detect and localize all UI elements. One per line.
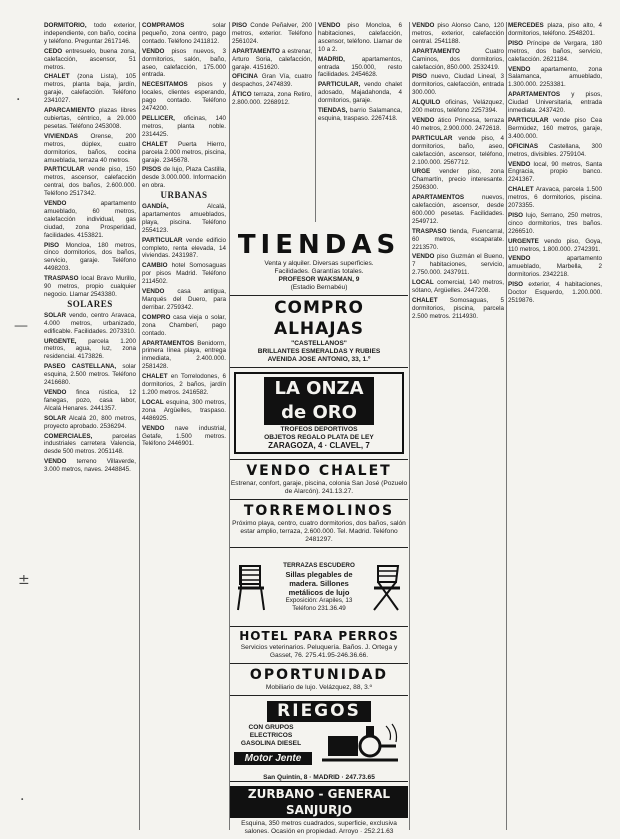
classified-entry — [508, 238, 602, 254]
classified-entry — [412, 117, 504, 133]
entry-heading: VENDO — [412, 22, 435, 29]
entry-heading: PELLICER, — [142, 114, 175, 122]
classified-entry — [44, 107, 136, 131]
entry-heading: LOCAL — [412, 279, 434, 287]
entry-heading: COMPRO — [142, 313, 171, 321]
entry-text: nuevo, Ciudad Lineal, 3 dormitorios, calefacción, entrada 300.000. — [412, 73, 504, 97]
entry-heading: CAMBIO — [142, 262, 168, 270]
ad-zurbano — [230, 782, 408, 839]
entry-text: de lujo, Plaza Castilla, desde 3.000.000. Información en obra. — [142, 166, 226, 190]
entry-text: exterior, 4 habitaciones, Doctor Esquerdo, 1.200.000. 2519876. — [508, 281, 602, 304]
classified-column-3 — [232, 22, 312, 222]
classified-entry — [44, 338, 136, 362]
section-heading: URBANAS — [160, 190, 208, 201]
ad-title: TORREMOLINOS — [243, 503, 395, 519]
classified-column-6 — [508, 22, 602, 830]
entry-text: terreno Villaverde, 3.000 metros, naves. 2448845. — [44, 458, 136, 474]
classified-entry — [44, 48, 136, 72]
classified-column-2 — [142, 22, 226, 830]
entry-heading: OFICINAS — [508, 142, 539, 150]
classified-entry — [232, 73, 312, 89]
classified-entry — [44, 363, 136, 387]
entry-heading: TRASPASO — [44, 275, 79, 283]
entry-text: Aravaca, parcela 1.500 metros, 6 dormitorios, piscina. 2073355. — [508, 186, 602, 210]
entry-text: vende piso, 150 metros, ascensor, calefacción central, dos baños, 2.600.000. Teléfono 2517342. — [44, 166, 136, 198]
entry-text: ático Princesa, terraza 40 metros, 2.900.000. 2472618. — [412, 116, 504, 132]
classified-entry — [412, 99, 504, 115]
classified-entry — [44, 242, 136, 274]
entry-heading: CHALET — [142, 373, 168, 381]
entry-heading: PARTICULAR — [412, 134, 453, 142]
classified-list — [44, 22, 136, 299]
entry-text: entresuelo, buena zona, calefacción, ascensor, 51 metros. — [44, 47, 136, 71]
column-rule — [506, 22, 507, 830]
entry-text: todo exterior, independiente, con baño, cocina y teléfono. Preguntar 2617146. — [44, 22, 136, 45]
ad-line: GASOLINA DIESEL — [240, 740, 302, 747]
classified-entry — [508, 143, 602, 159]
entry-heading: APARTAMENTOS — [142, 339, 195, 347]
ad-line: Facilidades. Garantías totales. — [274, 268, 364, 275]
entry-text: Conde Peñalver, 200 metros, exterior. Teléfono 2561024. — [232, 22, 312, 45]
entry-text: solar esquina, 2.500 metros. Teléfono 2416680. — [44, 363, 136, 387]
entry-text: nave industrial, Getafe, 1.500 metros. Teléfono 2446901. — [142, 424, 226, 448]
entry-heading: ÁTICO — [232, 91, 252, 99]
classified-entry — [508, 161, 602, 185]
entry-heading: URGENTE, — [44, 337, 77, 345]
entry-text: vender piso, zona Chamartín, precio interesante. 2596300. — [412, 168, 504, 192]
classified-list — [44, 312, 136, 474]
classified-entry — [508, 66, 602, 90]
entry-heading: APARCAMIENTO — [44, 107, 95, 115]
entry-heading: PARTICULAR — [44, 166, 85, 174]
entry-heading: VENDO — [412, 253, 435, 261]
ad-text: Mobiliario de lujo. Velázquez, 88, 3.º — [265, 684, 373, 691]
entry-text: oficinas, 140 metros, planta noble. 2314425. — [142, 114, 226, 138]
ad-body — [273, 562, 365, 613]
ad-line: OBJETOS REGALO PLATA DE LEY — [264, 434, 374, 441]
entry-heading: LOCAL — [142, 398, 164, 406]
classified-entry — [412, 194, 504, 226]
entry-heading: VENDO — [142, 288, 165, 296]
classified-entry — [412, 279, 504, 295]
entry-heading: ALQUILO — [412, 99, 441, 107]
classified-entry — [508, 255, 602, 279]
entry-text: apartamento amueblado, Marbella, 2 dormitorios. 2342218. — [508, 255, 602, 279]
classified-entry — [412, 135, 504, 167]
ad-terrazas-escudero — [230, 548, 408, 627]
ad-title: VENDO CHALET — [246, 463, 392, 479]
entry-heading: SOLAR — [44, 311, 67, 319]
classified-entry — [318, 22, 402, 54]
entry-text: local, 90 metros, Santa Engracia, propio banco. 2241367. — [508, 160, 602, 184]
classified-entry — [412, 22, 504, 46]
margin-mark: · — [20, 792, 25, 808]
entry-text: parcela 1.200 metros, agua, luz, zona residencial. 4173826. — [44, 337, 136, 361]
ad-title: OPORTUNIDAD — [249, 667, 389, 683]
ad-text: Esquina, 350 metros cuadrados, superficie, exclusiva salones. Ocasión en propiedad. Arroyo · 252.21.63 — [241, 820, 397, 835]
column-rule — [409, 22, 410, 830]
entry-heading: URGE — [412, 168, 431, 176]
entry-text: (zona Lista), 105 metros, planta baja, jardín, garaje, calefacción. Teléfono 2341027. — [44, 73, 136, 105]
entry-heading: PISO — [44, 241, 60, 249]
classified-entry — [508, 281, 602, 305]
entry-text: piso Moncloa, 6 habitaciones, calefacción, ascensor, teléfono. Llamar de 10 a 2. — [318, 22, 402, 53]
entry-heading: PARTICULAR — [508, 116, 549, 124]
classified-entry — [412, 228, 504, 252]
entry-heading: VENDO — [508, 255, 531, 263]
ad-line: AVENIDA JOSE ANTONIO, 33, 1.º — [267, 356, 371, 363]
column-rule — [139, 22, 140, 830]
entry-heading: VENDO — [44, 388, 67, 396]
entry-heading: URGENTE — [508, 237, 539, 245]
entry-text: Príncipe de Vergara, 180 metros, dos baños, servicio, calefacción. 2621184. — [508, 39, 602, 63]
entry-text: Orense, 200 metros, dúplex, cuatro dormitorios, baños, cocina amueblada, terraza 40 metros. — [44, 132, 136, 164]
entry-heading: TRASPASO — [412, 227, 447, 235]
entry-heading: MERCEDES — [508, 22, 544, 29]
margin-mark: — — [14, 318, 28, 334]
classified-entry — [318, 56, 402, 80]
classified-entry — [318, 81, 402, 105]
classified-entry — [142, 399, 226, 423]
entry-text: parcelas industriales carretera Valencia, desde 500 metros. 2051148. — [44, 432, 136, 456]
entry-text: vende piso, 4 dormitorios, baño, aseo, calefacción, ascensor, teléfono, 2.100.000. 2567712. — [412, 134, 504, 166]
entry-text: apartamentos, entrada 150.000, resto facilidades. 2454628. — [318, 55, 402, 79]
classified-entry — [142, 314, 226, 338]
entry-text: apartamento amueblado, 60 metros, calefacción individual, gas ciudad, zona Prosperidad, facilidades. 4153821. — [44, 200, 136, 239]
entry-text: Castellana, 300 metros, divisibles. 2759104. — [508, 142, 602, 158]
ad-line: ELECTRICOS — [249, 732, 293, 739]
ad-address: San Quintín, 8 · MADRID · 247.73.65 — [263, 774, 375, 781]
entry-heading: APARTAMENTO — [232, 47, 280, 55]
entry-text: local Bravo Murillo, 90 metros, propio cualquier negocio. Llamar 2543380. — [44, 275, 136, 298]
entry-heading: MADRID, — [318, 55, 345, 63]
classified-entry — [44, 415, 136, 431]
classified-entry — [412, 48, 504, 72]
classified-entry — [142, 340, 226, 372]
entry-text: vendo, centro Aravaca, 4.000 metros, urbanizado, edificable. Facilidades. 2073310. — [44, 311, 136, 335]
classified-entry — [508, 22, 602, 38]
entry-text: piso Guzmán el Bueno, 7 habitaciones, servicio, 2.750.000. 2437911. — [412, 253, 504, 277]
entry-text: vendo piso, Goya, 110 metros, 1.800.000. 2742391. — [508, 237, 602, 253]
margin-mark: · — [16, 92, 21, 108]
ad-tiendas — [230, 228, 408, 296]
classified-entry — [44, 433, 136, 457]
classified-list — [318, 22, 402, 123]
entry-heading: VENDO — [44, 458, 67, 466]
ad-line: "CASTELLANOS" — [291, 340, 347, 347]
classified-entry — [142, 425, 226, 449]
entry-heading: VENDO — [508, 160, 531, 168]
entry-text: Moncloa, 180 metros, cinco dormitorios, dos baños, servicio, garaje. Teléfono 4498203. — [44, 241, 136, 273]
entry-heading: PISOS — [142, 166, 162, 174]
entry-text: Cuatro Caminos, dos dormitorios, calefacción, 850.000. 2532419. — [412, 47, 504, 71]
classified-entry — [508, 40, 602, 64]
classified-entry — [318, 107, 402, 123]
entry-text: barrio Salamanca, esquina, traspaso. 2267418. — [318, 107, 402, 122]
entry-text: vende edificio completo, renta elevada, 14 viviendas. 2431987. — [142, 236, 226, 260]
entry-heading: PISO — [508, 281, 524, 289]
classified-entry — [142, 48, 226, 80]
entry-heading: COMERCIALES, — [44, 432, 93, 440]
entry-heading: VENDO — [44, 200, 67, 208]
entry-text: solar pequeño, zona centro, pago contado. Teléfono 2411812. — [142, 22, 226, 45]
classified-entry — [412, 297, 504, 321]
ad-title: ZURBANO - GENERAL SANJURJO — [230, 786, 408, 818]
entry-text: tienda, Fuencarral, 60 metros, escaparate. 2213570. — [412, 227, 504, 251]
ad-hotel-perros — [230, 627, 408, 664]
entry-heading: APARTAMENTO — [412, 47, 460, 55]
entry-text: Alcalá 20, 800 metros, proyecto aprobado. 2536294. — [44, 414, 136, 430]
entry-heading: CHALET — [508, 186, 534, 194]
entry-text: Gran Vía, cuatro despachos, 2474839. — [232, 73, 312, 89]
ad-body — [236, 724, 306, 748]
entry-heading: CEDO — [44, 47, 63, 55]
ad-title: RIEGOS — [267, 701, 371, 722]
entry-text: vende piso Cea Bermúdez, 160 metros, garaje, 3.400.000. — [508, 116, 602, 140]
classified-entry — [412, 168, 504, 192]
entry-text: esquina, 300 metros, zona Argüelles, traspaso. 4486925. — [142, 398, 226, 422]
classified-entry — [142, 203, 226, 235]
entry-text: comercial, 140 metros, sótano, Argüelles. 2447208. — [412, 279, 504, 295]
ad-title: HOTEL PARA PERROS — [239, 629, 399, 643]
classified-entry — [44, 275, 136, 299]
ad-line: (Estadio Bernabéu) — [290, 284, 348, 291]
entry-text: Benidorm, primera línea playa, entrega inmediata, 2.400.000. 2581428. — [142, 339, 226, 371]
ad-line: CON GRUPOS — [248, 724, 294, 731]
entry-heading: APARTAMENTOS — [412, 194, 465, 202]
classified-entry — [142, 141, 226, 165]
classified-entry — [142, 166, 226, 190]
classified-entry — [232, 22, 312, 46]
ad-line: ZARAGOZA, 4 · CLAVEL, 7 — [268, 441, 370, 450]
entry-heading: PISO — [412, 73, 428, 81]
ad-text: Próximo playa, centro, cuatro dormitorios, dos baños, salón estar amplio, terraza, 2.600.000. Tel. Madrid. Teléfono 2481297. — [232, 520, 406, 543]
ad-text: Servicios veterinarios. Peluquería. Baños. J. Ortega y Gasset, 76. 275.41.95-246.36.66. — [240, 644, 398, 659]
classified-entry — [232, 91, 312, 107]
classified-entry — [142, 262, 226, 286]
entry-heading: VENDO — [412, 116, 435, 124]
entry-heading: TIENDAS, — [318, 107, 348, 115]
ad-title: COMPRO ALHAJAS — [273, 298, 365, 339]
entry-text: plaza, piso alto, 4 dormitorios, teléfono. 2548201. — [508, 22, 602, 37]
classified-entry — [508, 212, 602, 236]
folding-chair-illustration — [370, 562, 404, 612]
classified-entry — [508, 91, 602, 115]
ad-oportunidad — [230, 664, 408, 696]
entry-heading: CHALET — [412, 297, 438, 304]
ad-vendo-chalet — [230, 460, 408, 500]
classified-entry — [142, 373, 226, 397]
ad-text: Estrenar, confort, garaje, piscina, colonia San José (Pozuelo de Alarcón). 241.13.27. — [230, 480, 408, 495]
display-ads-block — [230, 228, 408, 839]
classified-entry — [44, 312, 136, 336]
classified-entry — [508, 186, 602, 210]
water-pump-illustration — [320, 722, 400, 766]
entry-heading: COMPRAMOS — [142, 22, 185, 29]
entry-heading: PISO — [232, 22, 248, 29]
ad-line: Exposición: Arapiles, 13 — [285, 596, 353, 604]
classified-list — [142, 22, 226, 190]
chair-illustration — [234, 562, 268, 612]
entry-text: en Torrelodones, 6 dormitorios, 2 baños, jardín 1.200 metros. 2416582. — [142, 373, 226, 396]
entry-heading: CHALET — [44, 73, 70, 81]
entry-heading: APARTAMENTOS — [508, 91, 561, 99]
classified-entry — [142, 115, 226, 139]
entry-text: lujo, Serrano, 250 metros, cinco dormitorios, tres baños. 2266510. — [508, 211, 602, 235]
entry-heading: PISO — [508, 211, 524, 219]
ad-onza-de-oro — [230, 368, 408, 460]
ad-line: PROFESOR WAKSMAN, 9 — [278, 276, 360, 283]
brand-logo: Motor Jente — [234, 752, 312, 765]
classified-list — [412, 22, 504, 321]
entry-heading: SOLAR — [44, 414, 67, 422]
entry-heading: VENDO — [142, 47, 165, 55]
entry-heading: CHALET — [142, 140, 168, 148]
classified-entry — [44, 166, 136, 198]
ad-title: TERRAZAS ESCUDERO — [283, 561, 355, 569]
entry-text: oficinas, Velázquez, 200 metros, teléfono 2257394. — [412, 99, 504, 115]
ad-title: LA ONZA de ORO — [264, 377, 374, 425]
entry-heading: PISO — [508, 39, 524, 47]
ad-line: TROFEOS DEPORTIVOS — [280, 426, 358, 433]
classified-entry — [44, 22, 136, 46]
entry-heading: NECESITAMOS — [142, 81, 188, 89]
ad-line: BRILLANTES ESMERALDAS Y RUBIES — [257, 348, 381, 355]
ad-title: TIENDAS — [237, 230, 401, 260]
entry-text: y pisos, Ciudad Universitaria, entrada inmediata. 2437420. — [508, 91, 602, 115]
ad-riegos — [230, 696, 408, 782]
classified-entry — [44, 133, 136, 165]
entry-heading: VENDO — [508, 65, 531, 73]
entry-text: pisos y locales, clientes esperando, pago contado. Teléfono 2474200. — [142, 81, 226, 113]
entry-text: piso Alonso Cano, 120 metros, exterior, calefacción central. 2541188. — [412, 22, 504, 45]
classified-column-5 — [412, 22, 504, 830]
entry-text: plazas libres cubiertas, céntrico, a 29.000 pesetas. Teléfono 2453008. — [44, 107, 136, 130]
ad-frame — [234, 372, 404, 454]
ad-alhajas — [230, 296, 408, 368]
entry-heading: OFICINA — [232, 73, 258, 81]
entry-text: pisos nuevos, 3 dormitorios, salón, baño, aseo, calefacción, 175.000 entrada. — [142, 47, 226, 79]
classified-entry — [142, 22, 226, 46]
classified-entry — [232, 48, 312, 72]
classified-list — [232, 22, 312, 107]
classified-entry — [142, 81, 226, 113]
entry-text: terraza, zona Retiro, 2.800.000. 2268912. — [232, 91, 312, 107]
classified-list — [508, 22, 602, 305]
margin-mark: ± — [18, 572, 30, 588]
classified-entry — [44, 458, 136, 474]
classified-entry — [412, 73, 504, 97]
entry-text: nuevos, calefacción, ascensor, desde 600.000 pesetas. Facilidades. 2549712. — [412, 194, 504, 225]
entry-heading: VENDO — [318, 22, 341, 29]
entry-text: Somosaguas, 5 dormitorios, piscina, parcela 2.500 metros. 2114930. — [412, 297, 504, 320]
ad-line: Teléfono 231.36.49 — [292, 604, 346, 612]
section-heading: SOLARES — [67, 298, 113, 309]
entry-heading: VENDO — [142, 424, 165, 432]
ad-line: Venta y alquiler. Diversas superficies. — [264, 260, 374, 267]
entry-text: casa antigua, Marqués del Duero, para derribar. 2759342. — [142, 288, 226, 311]
entry-text: finca rústica, 12 fanegas, pozo, casa labor, Alcalá Henares. 2441357. — [44, 388, 136, 412]
classified-entry — [44, 200, 136, 240]
classified-column-1 — [44, 22, 136, 830]
entry-text: casa vieja o solar, zona Chamberí, pago contado. — [142, 313, 226, 337]
ad-line: Sillas plegables de madera. Sillones metálicos de lujo — [285, 569, 353, 597]
classified-entry — [142, 237, 226, 261]
entry-text: hotel Somosaguas por pisos Madrid. Teléfono 2114502. — [142, 262, 226, 286]
entry-text: Alcalá, apartamentos amueblados, playa, piscina. Teléfono 2554123. — [142, 203, 226, 234]
entry-heading: VIVIENDAS — [44, 132, 78, 140]
entry-heading: PASEO CASTELLANA, — [44, 363, 117, 371]
column-rule — [315, 22, 316, 222]
entry-text: apartamento, zona Salamanca, amueblado, 1.300.000. 2253381. — [508, 65, 602, 89]
classified-entry — [508, 117, 602, 141]
classified-entry — [412, 253, 504, 277]
entry-heading: PARTICULAR — [142, 236, 183, 244]
classified-list — [142, 203, 226, 448]
entry-heading: DORMITORIO, — [44, 22, 87, 29]
ad-torremolinos — [230, 500, 408, 548]
entry-heading: GANDÍA, — [142, 203, 169, 211]
classified-column-4 — [318, 22, 402, 222]
entry-heading: PARTICULAR, — [318, 81, 361, 89]
classified-entry — [44, 389, 136, 413]
classified-entry — [44, 73, 136, 105]
entry-text: Puerta Hierro, parcela 2.000 metros, piscina, garaje. 2345678. — [142, 140, 226, 164]
entry-text: vendo chalet adosado, Majadahonda, 4 dormitorios, garaje. — [318, 81, 402, 105]
classified-entry — [142, 288, 226, 312]
entry-text: a estrenar, Arturo Soria, calefacción, garaje. 4151620. — [232, 47, 312, 71]
